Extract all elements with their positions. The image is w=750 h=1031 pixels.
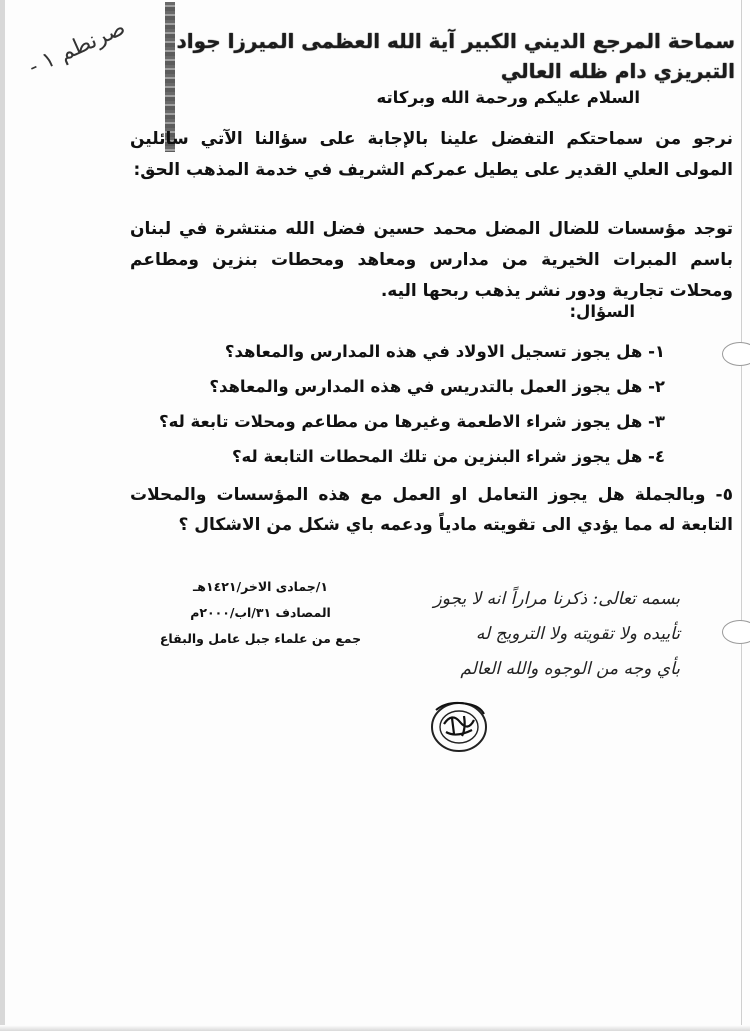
greeting: السلام عليكم ورحمة الله وبركاته — [376, 88, 640, 107]
answer-line-3: بأي وجه من الوجوه والله العالم — [460, 659, 680, 679]
answer-line-1: بسمه تعالى: ذكرنا مراراً انه لا يجوز — [433, 589, 680, 609]
question-item: ٥- وبالجملة هل يجوز التعامل او العمل مع هذه المؤسسات والمحلات التابعة له مما يؤدي الى تقويته مادياً ودعمه باي شكل من الاشكال ؟ — [130, 485, 733, 535]
header-line-2: التبريزي دام ظله العالي — [500, 59, 735, 83]
official-seal-stamp — [428, 698, 490, 756]
scan-border-right — [741, 0, 742, 1031]
scan-border-bottom — [0, 1025, 750, 1031]
handwritten-answer — [390, 582, 680, 687]
margin-handwritten-note: صرنطم ١ - — [25, 15, 130, 81]
questions-heading: السؤال: — [569, 302, 635, 321]
context-paragraph: توجد مؤسسات للضال المضل محمد حسين فضل الله منتشرة في لبنان باسم المبرات الخيرية من مدارس ومعاهد ومحطات بنزين ومطاعم ومحلات تجارية ودور نشر يذهب ربحها اليه. — [130, 219, 733, 301]
question-item: ٣- هل يجوز شراء الاطعمة وغيرها من مطاعم ومحلات تابعة له؟ — [159, 412, 665, 431]
question-item: ٢- هل يجوز العمل بالتدريس في هذه المدارس والمعاهد؟ — [209, 377, 665, 396]
date-signature-block — [158, 574, 363, 652]
question-item: ٤- هل يجوز شراء البنزين من تلك المحطات التابعة له؟ — [231, 447, 665, 466]
date-gregorian: المصادف ٣١/اب/٢٠٠٠م — [190, 605, 331, 620]
seal-calligraphy — [444, 716, 474, 736]
punch-hole-bottom — [722, 620, 750, 644]
sender-line: جمع من علماء جبل عامل والبقاع — [159, 631, 362, 646]
date-hijri: ١/جمادى الاخر/١٤٢١هـ — [193, 579, 328, 594]
seal-inner-ring — [440, 711, 478, 743]
punch-hole-top — [722, 342, 750, 366]
intro-paragraph: نرجو من سماحتكم التفضل علينا بالإجابة على سؤالنا الآتي سائلين المولى العلي القدير على يطيل عمركم الشريف في خدمة المذهب الحق: — [130, 129, 733, 180]
answer-line-2: تأييده ولا تقويته ولا الترويج له — [475, 624, 680, 644]
question-item: ١- هل يجوز تسجيل الاولاد في هذه المدارس والمعاهد؟ — [224, 342, 665, 361]
letter-header — [176, 26, 735, 86]
scan-border-left — [0, 0, 5, 1031]
header-line-1: سماحة المرجع الديني الكبير آية الله العظمى الميرزا جواد — [176, 29, 735, 53]
